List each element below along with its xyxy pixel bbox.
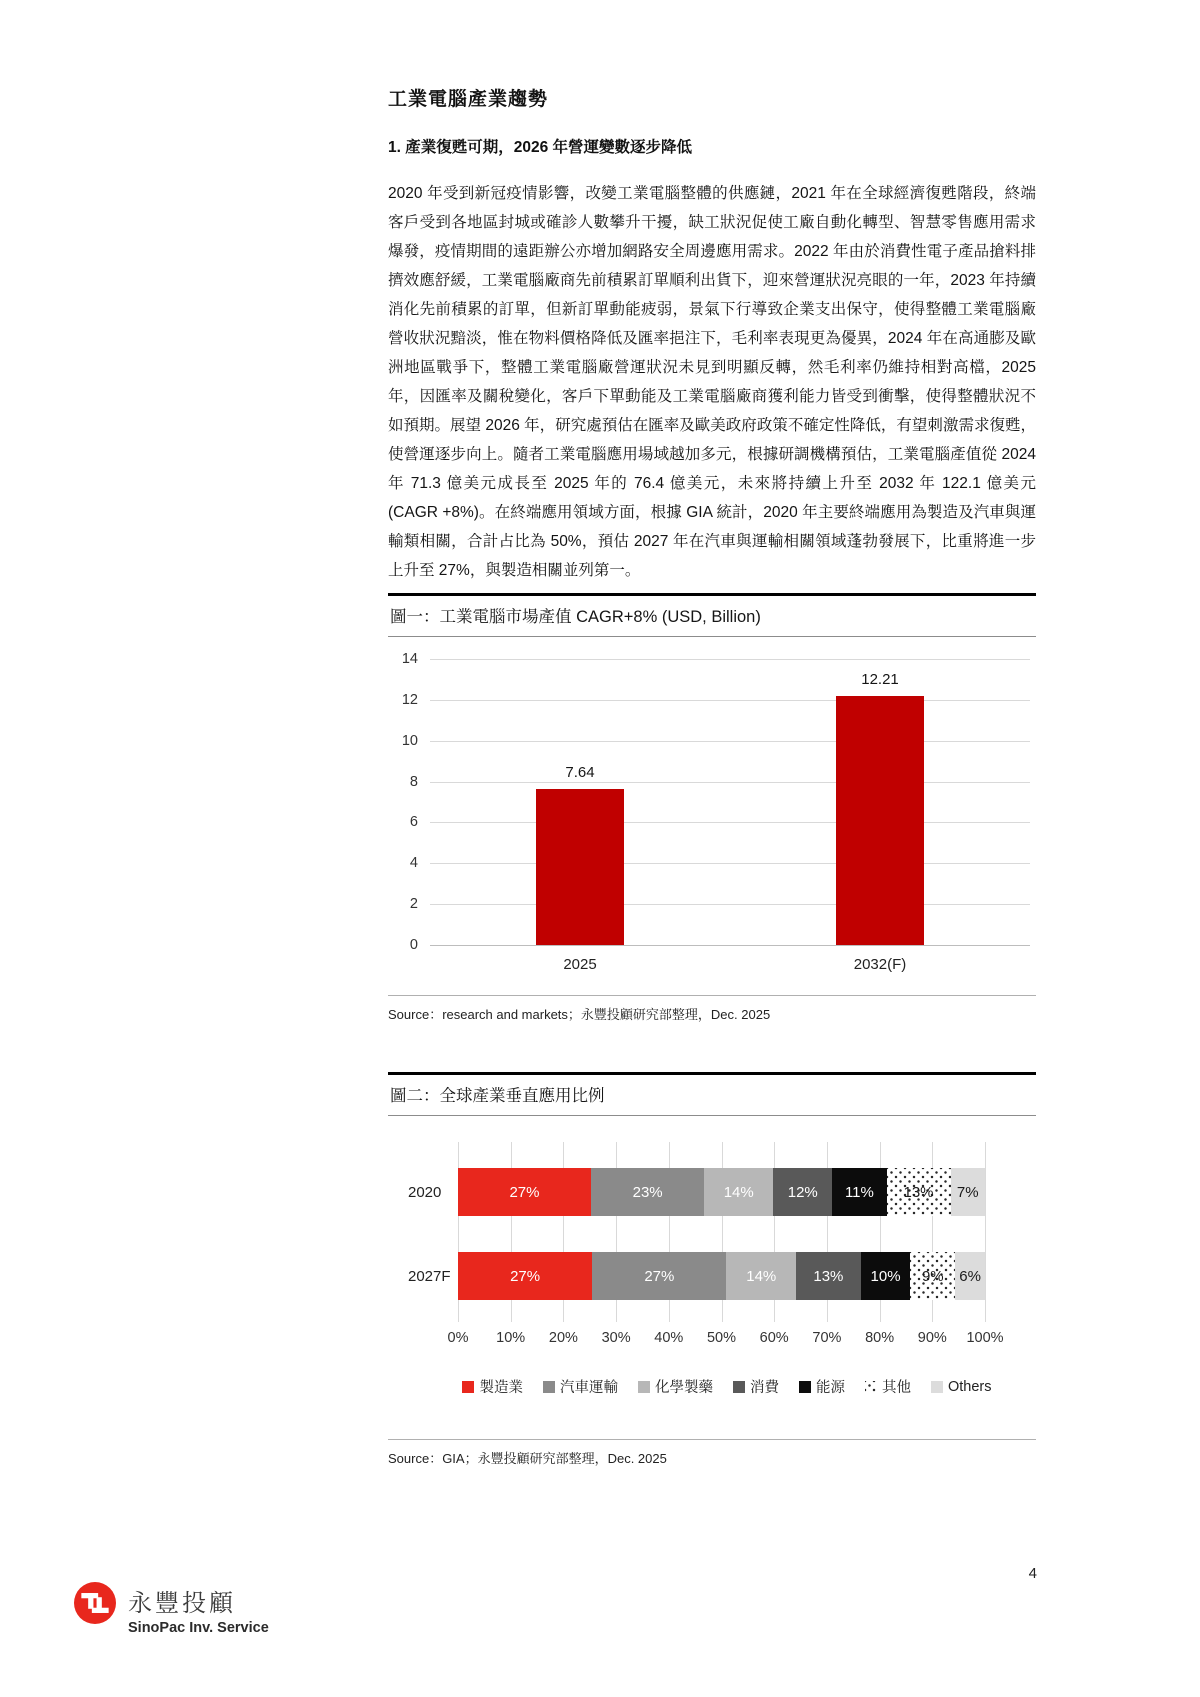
- row-category-label: 2027F: [408, 1267, 451, 1285]
- legend-label: Others: [947, 1378, 992, 1395]
- fig2-xticks: [447, 1330, 1004, 1352]
- gridline: [430, 822, 1030, 823]
- gridline: [430, 782, 1030, 783]
- segment-Others: 7%: [951, 1168, 985, 1216]
- y-axis-tick-label: 12: [401, 691, 418, 708]
- x-axis-tick-label: 10%: [496, 1330, 526, 1346]
- legend-label: 其他: [881, 1380, 911, 1396]
- bar-2025: [536, 789, 624, 945]
- section-heading: 1. 產業復甦可期，2026 年營運變數逐步降低: [388, 139, 693, 156]
- y-axis-tick-label: 14: [401, 651, 418, 667]
- legend-label: 化學製藥: [654, 1380, 713, 1396]
- legend-label: 製造業: [479, 1380, 523, 1396]
- y-axis-tick-label: 2: [409, 896, 418, 913]
- x-axis-tick-label: 20%: [548, 1330, 578, 1346]
- legend-label: 汽車運輸: [559, 1380, 618, 1396]
- segment-汽車運輸: 23%: [591, 1168, 704, 1216]
- gridline: [430, 741, 1030, 742]
- x-axis-tick-label: 50%: [706, 1330, 737, 1346]
- gridline: [430, 863, 1030, 864]
- page-number: 4: [1028, 1565, 1037, 1582]
- content-column: [388, 0, 1036, 1467]
- legend-label: 能源: [815, 1380, 845, 1396]
- figure1-source: Source：research and markets；永豐投顧研究部整理，Dec. 2025: [388, 995, 1036, 1023]
- stacked-bar-row: [388, 1168, 1036, 1216]
- segment-能源: 10%: [861, 1252, 911, 1300]
- y-axis-tick-label: 4: [409, 855, 418, 872]
- brand-name-cn: 永豐投顧: [128, 1590, 236, 1617]
- fig1-ylabels: [388, 651, 430, 953]
- sinopac-logo-icon: [74, 1582, 116, 1624]
- legend-marker-icon: [865, 1381, 877, 1393]
- gridline: [430, 904, 1030, 905]
- bar-2032(F): [836, 696, 924, 945]
- y-axis-tick-label: 10: [401, 732, 418, 749]
- segment-消費: 12%: [773, 1168, 832, 1216]
- segment-汽車運輸: 27%: [592, 1252, 726, 1300]
- footer-brand: [74, 1582, 269, 1636]
- y-axis-tick-label: 8: [409, 773, 418, 790]
- legend-item-能源: [799, 1376, 845, 1397]
- footer-brand-text: [128, 1582, 269, 1636]
- x-axis-tick-label: 70%: [812, 1330, 842, 1346]
- x-axis-category-label: 2025: [563, 956, 597, 973]
- x-axis-tick-label: 80%: [865, 1330, 895, 1346]
- gridline: [430, 700, 1030, 701]
- legend-marker-icon: [733, 1381, 745, 1393]
- figure2-chart: [388, 1142, 1036, 1322]
- y-axis-tick-label: 0: [409, 937, 418, 953]
- figure2-title: 圖二：全球產業垂直應用比例: [388, 1072, 1036, 1116]
- page-title: 工業電腦產業趨勢: [388, 89, 549, 110]
- body-paragraph: 2020 年受到新冠疫情影響，改變工業電腦整體的供應鏈，2021 年在全球經濟復甦階段，終端客戶受到各地區封城或確診人數攀升干擾，缺工狀況促使工廠自動化轉型、智慧零售應用需求爆發，疫情期間的遠距辦公亦增加網路安全周邊應用需求。2022 年由於消費性電子產品搶料排擠效應舒緩，工業電腦廠商先前積累訂單順利出貨下，迎來營運狀況亮眼的一年，2023 年持續消化先前積累的訂單，但新訂單動能疲弱，景氣下行導致企業支出保守，使得整體工業電腦廠營收狀況黯淡，惟在物料價格降低及匯率挹注下，毛利率表現更為優異，2024 年在高通膨及歐洲地區戰爭下，整體工業電腦廠營運狀況未見到明顯反轉，然毛利率仍維持相對高檔，2025 年，因匯率及關稅變化，客戶下單動能及工業電腦廠商獲利能力皆受到衝擊，使得整體狀況不如預期。展望 2026 年，研究處預估在匯率及歐美政府政策不確定性降低，有望刺激需求復甦，使營運逐步向上。隨者工業電腦應用場域越加多元，根據研調機構預估，工業電腦產值從 2024 年 71.3 億美元成長至 2025 年的 76.4 億美元，未來將持續上升至 2032 年 122.1 億美元(CAGR +8%)。在終端應用領域方面，根據 GIA 統計，2020 年主要終端應用為製造及汽車與運輸類相關，合計占比為 50%，預估 2027 年在汽車與運輸相關領域蓬勃發展下，比重將進一步上升至 27%，與製造相關並列第一。: [388, 185, 1036, 579]
- fig2-legend: [448, 1376, 1006, 1397]
- y-axis-tick-label: 6: [409, 814, 418, 831]
- stacked-bar-2027F: [458, 1252, 985, 1300]
- figure1-chart: [388, 651, 1036, 953]
- segment-能源: 11%: [832, 1168, 886, 1216]
- legend-item-消費: [733, 1376, 779, 1397]
- legend-marker-icon: [638, 1381, 650, 1393]
- stacked-bar-2020: [458, 1168, 985, 1216]
- row-category-label: 2020: [408, 1183, 442, 1201]
- legend-item-製造業: [462, 1376, 523, 1397]
- x-axis-tick-label: 90%: [917, 1330, 947, 1346]
- legend-marker-icon: [799, 1381, 811, 1393]
- legend-marker-icon: [931, 1381, 943, 1393]
- x-axis-tick-label: 30%: [601, 1330, 631, 1346]
- figure1-title: 圖一：工業電腦市場產值 CAGR+8% (USD, Billion): [388, 593, 1036, 637]
- legend-item-汽車運輸: [543, 1376, 618, 1397]
- x-axis-tick-label: 0%: [447, 1330, 469, 1346]
- x-axis-tick-label: 60%: [759, 1330, 789, 1346]
- segment-其他: 9%: [910, 1252, 955, 1300]
- bar-data-label: 12.21: [861, 670, 899, 688]
- legend-item-化學製藥: [638, 1376, 713, 1397]
- segment-製造業: 27%: [458, 1168, 591, 1216]
- figure2: [388, 1072, 1036, 1467]
- brand-name-en: SinoPac Inv. Service: [128, 1620, 269, 1636]
- x-axis-tick-label: 100%: [966, 1330, 1004, 1346]
- segment-其他: 13%: [887, 1168, 951, 1216]
- legend-label: 消費: [749, 1380, 779, 1396]
- segment-消費: 13%: [796, 1252, 861, 1300]
- segment-製造業: 27%: [458, 1252, 592, 1300]
- fig1-categories: [430, 945, 1030, 983]
- x-axis-category-label: 2032(F): [853, 956, 907, 973]
- segment-Others: 6%: [955, 1252, 985, 1300]
- bar-data-label: 7.64: [565, 763, 595, 781]
- stacked-bar-row: [388, 1252, 1036, 1300]
- legend-marker-icon: [462, 1381, 474, 1393]
- figure1: [388, 593, 1036, 1023]
- figure2-source: Source：GIA；永豐投顧研究部整理，Dec. 2025: [388, 1439, 1036, 1467]
- gridline: [430, 659, 1030, 660]
- segment-化學製藥: 14%: [726, 1252, 796, 1300]
- legend-item-Others: [931, 1379, 992, 1395]
- fig1-plot: [430, 659, 1030, 945]
- x-axis-tick-label: 40%: [654, 1330, 684, 1346]
- legend-marker-icon: [543, 1381, 555, 1393]
- legend-item-其他: [865, 1376, 911, 1397]
- segment-化學製藥: 14%: [704, 1168, 773, 1216]
